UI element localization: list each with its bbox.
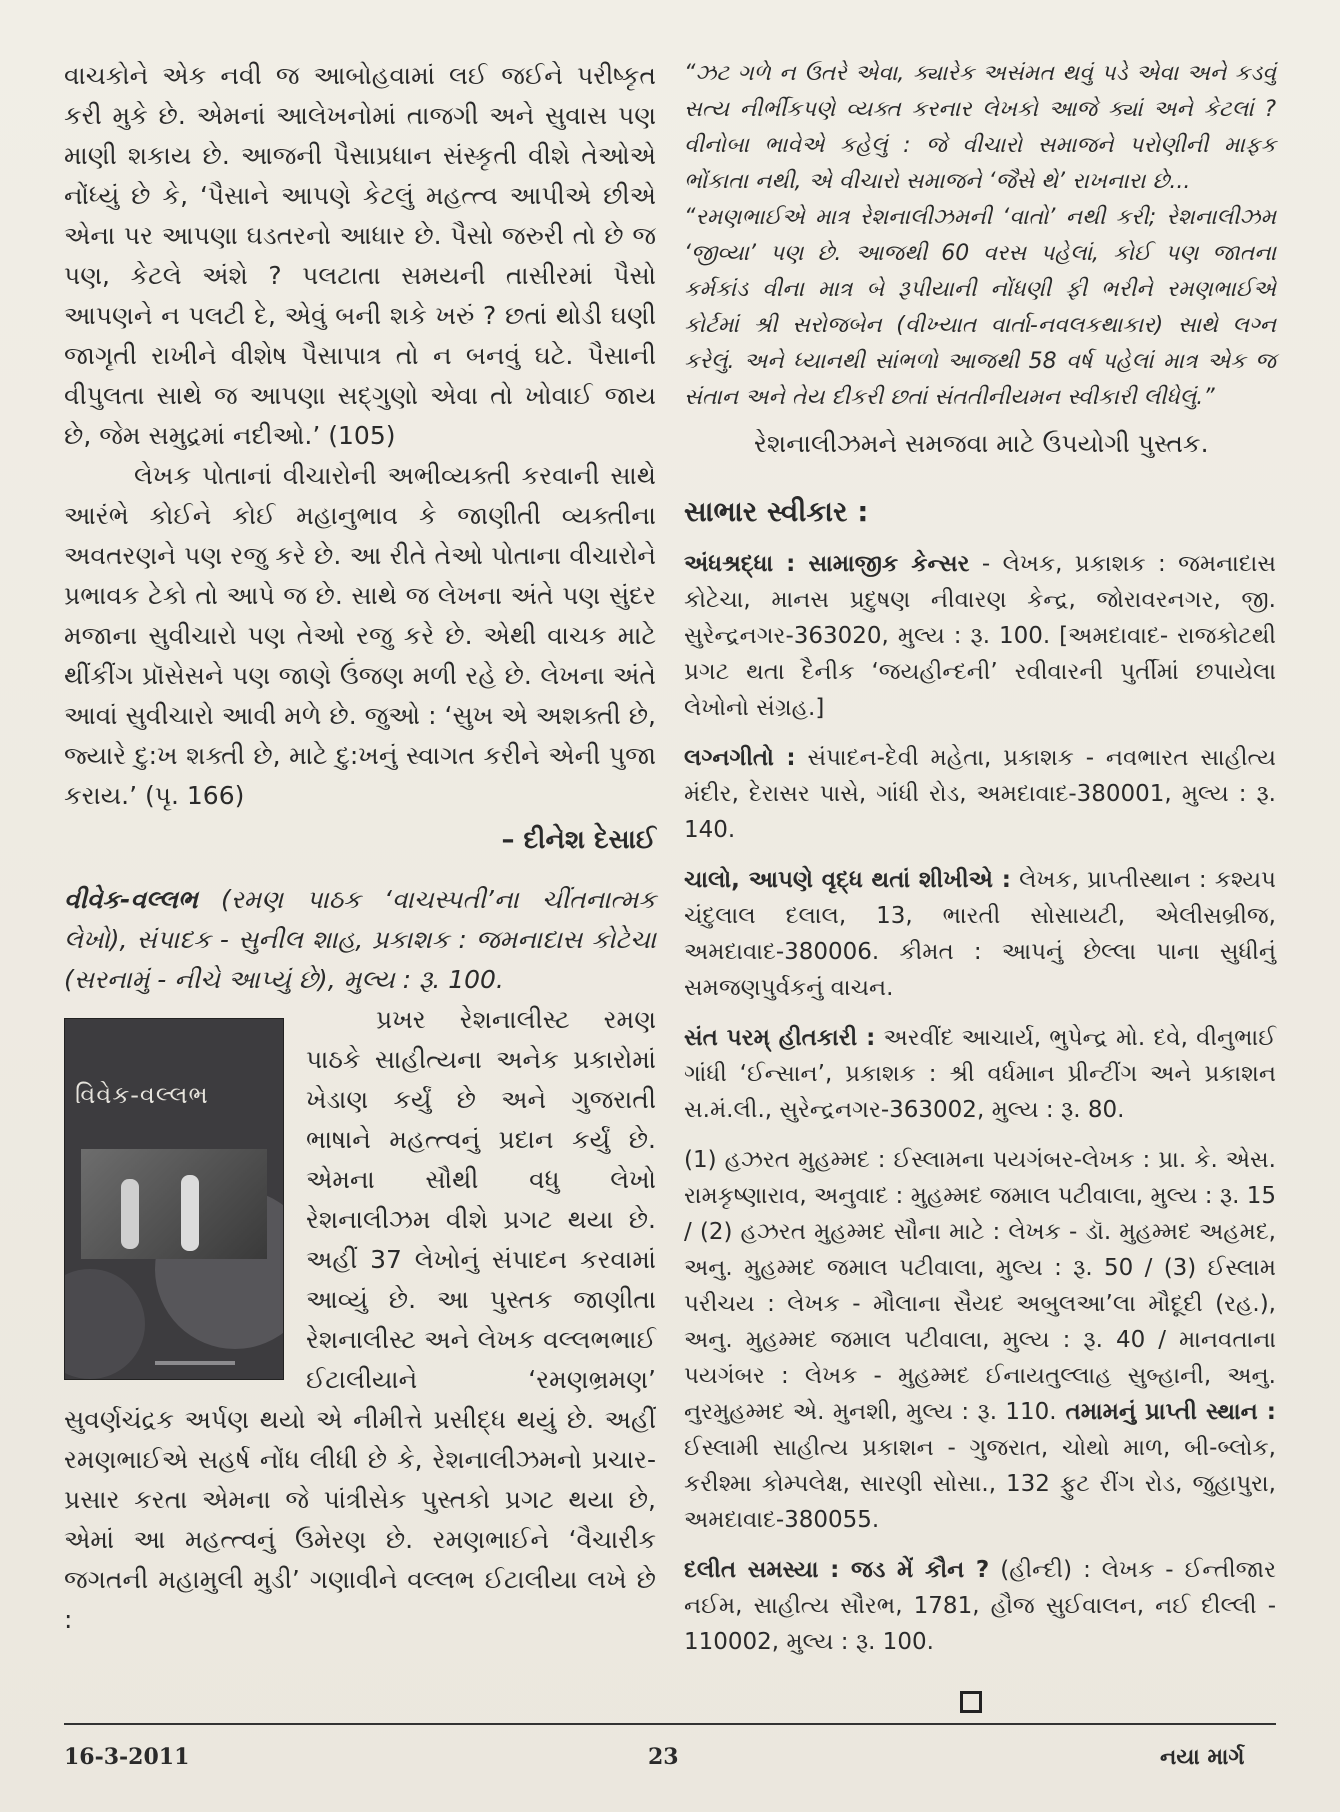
entry-sant-param: સંત પરમ્ હીતકારી : અરવીંદ આચાર્ય, ભુપેન્દ્ર મો. દવે, વીનુભાઈ ગાંધી ‘ઈન્સાન’, પ્રકાશક : શ્રી વર્ધમાન પ્રીન્ટીંગ અને પ્રકાશન સ.મં.લી., સુરેન્દ્રનગર-363002, મુલ્ય : રૂ. 80. (684, 1025, 1276, 1123)
book-cover-title: વિવેક-વલ્લભ (75, 1081, 209, 1109)
entry-dalit-samasya: દલીત સમસ્યા : જડ મેં કૌન ? (હીન્દી) : લેખક - ઈન્તીજાર નઈમ, સાહીત્ય સૌરભ, 1781, હૌજ સુઈવાલન, નઈ દીલ્લી - 110002, મુલ્ય : રૂ. 100. (684, 1557, 1276, 1655)
footer-magazine-name: નયા માર્ગ (1160, 1744, 1245, 1770)
end-of-article-mark (960, 1691, 982, 1713)
review-closing: રેશનાલીઝમને સમજવા માટે ઉપયોગી પુસ્તક. (754, 429, 1209, 458)
right-column (684, 56, 1276, 1674)
section-title-acknowledgement: સાભાર સ્વીકાર : (684, 495, 869, 528)
footer-rule (64, 1723, 1276, 1725)
entry-vruddh: ચાલો, આપણે વૃદ્ધ થતાં શીખીએ : લેખક, પ્રાપ્તીસ્થાન : કશ્યપ ચંદુલાલ દલાલ, 13, ભારતી સોસાયટી, એલીસબ્રીજ, અમદાવાદ-380006. કીમત : આપનું છેલ્લા પાના સુધીનું સમજણપુર્વકનું વાચન. (684, 867, 1276, 1001)
quote-ramanbhai: “રમણભાઈએ માત્ર રેશનાલીઝમની ‘વાતો’ નથી કરી; રેશનાલીઝમ ‘જીવ્યા’ પણ છે. આજથી 60 વરસ પહેલાં, કોઈ પણ જાતના કર્મકાંડ વીના માત્ર બે રૂપીયાની નોંધણી ફી ભરીને રમણભાઈએ કોર્ટમાં શ્રી સરોજબેન (વીખ્યાત વાર્તા-નવલકથાકાર) સાથે લગ્ન કરેલું. અને ધ્યાનથી સાંભળો આજથી 58 વર્ષ પહેલાં માત્ર એક જ સંતાન અને તેય દીકરી છતાં સંતતીનીયમન સ્વીકારી લીધેલું.” (684, 205, 1276, 410)
entry-islam-books: (1) હઝરત મુહમ્મદ : ઈસ્લામના પયગંબર-લેખક : પ્રા. કે. એસ. રામકૃષ્ણારાવ, અનુવાદ : મુહમ્મદ જમાલ પટીવાલા, મુલ્ય : રૂ. 15 / (2) હઝરત મુહમ્મદ સૌના માટે : લેખક - ડૉ. મુહમ્મદ અહમદ, અનુ. મુહમ્મદ જમાલ પટીવાલા, મુલ્ય : રૂ. 50 / (3) ઈસ્લામ પરીચય : લેખક - મૌલાના સૈયદ અબુલઆ’લા મૌદૂદી (રહ.), અનુ. મુહમ્મદ જમાલ પટીવાલા, મુલ્ય : રૂ. 40 / માનવતાના પયગંબર : લેખક - મુહમ્મદ ઈનાયતુલ્લાહ સુબ્હાની, અનુ. નુરમુહમ્મદ એ. મુનશી, મુલ્ય : રૂ. 110. તમામનું પ્રાપ્તી સ્થાન : ઈસ્લામી સાહીત્ય પ્રકાશન - ગુજરાત, ચોથો માળ, બી-બ્લોક, કરીશ્મા કોમ્પલેક્ષ, સારણી સોસા., 132 ફુટ રીંગ રોડ, જુહાપુરા, અમદાવાદ-380055. (684, 1147, 1276, 1533)
footer-page-number: 23 (648, 1744, 679, 1770)
paragraph-author-style: લેખક પોતાનાં વીચારોની અભીવ્યક્તી કરવાની સાથે આરંભે કોઈને કોઈ મહાનુભાવ કે જાણીતી વ્યક્તીના અવતરણને પણ રજુ કરે છે. આ રીતે તેઓ પોતાના વીચારોને પ્રભાવક ટેકો તો આપે જ છે. સાથે જ લેખના અંતે પણ સુંદર મજાના સુવીચારો પણ તેઓ રજુ કરે છે. એથી વાચક માટે થીંકીંગ પ્રૉસેસને પણ જાણે ઉંજણ મળી રહે છે. લેખના અંતે આવાં સુવીચારો આવી મળે છે. જુઓ : ‘સુખ એ અશક્તી છે, જ્યારે દુ:ખ શક્તી છે, માટે દુ:ખનું સ્વાગત કરીને એની પુજા કરાય.’ (પૃ. 166) (64, 461, 656, 810)
review-author: – દીનેશ દેસાઈ (501, 825, 656, 855)
entry-lagnageeto: લગ્નગીતો : સંપાદન-દેવી મહેતા, પ્રકાશક - નવભારત સાહીત્ય મંદીર, દેરાસર પાસે, ગાંધી રોડ, અમદાવાદ-380001, મુલ્ય : રૂ. 140. (684, 745, 1276, 843)
left-column (64, 56, 656, 1640)
book-cover-image (64, 1018, 284, 1380)
paragraph-money-quote: વાચકોને એક નવી જ આબોહવામાં લઈ જઈને પરીષ્કૃત કરી મુકે છે. એમનાં આલેખનોમાં તાજગી અને સુવાસ પણ માણી શકાય છે. આજની પૈસાપ્રધાન સંસ્કૃતી વીશે તેઓએ નોંધ્યું છે કે, ‘પૈસાને આપણે કેટલું મહત્ત્વ આપીએ છીએ એના પર આપણા ઘડતરનો આધાર છે. પૈસો જરુરી તો છે જ પણ, કેટલે અંશે ? પલટાતા સમયની તાસીરમાં પૈસો આપણને ન પલટી દે, એવું બની શકે ખરું ? છતાં થોડી ઘણી જાગૃતી રાખીને વીશેષ પૈસાપાત્ર તો ન બનવું ઘટે. પૈસાની વીપુલતા સાથે જ આપણા સદ્ગુણો એવા તો ખોવાઈ જાય છે, જેમ સમુદ્રમાં નદીઓ.’ (105) (64, 61, 656, 450)
book-review-body (64, 1000, 656, 1640)
quote-vinoba: “ઝટ ગળે ન ઉતરે એવા, ક્યારેક અસંમત થવું પડે એવા અને કડવું સત્ય નીર્ભીકપણે વ્યક્ત કરનાર લેખકો આજે ક્યાં અને કેટલાં ? વીનોબા ભાવેએ કહેલું : જે વીચારો સમાજને પરોણીની માફક ભોંકાતા નથી, એ વીચારો સમાજને ‘જૈસે થે’ રાખનારા છે... (684, 61, 1276, 194)
book-details: (રમણ પાઠક ‘વાચસ્પતી’ના ચીંતનાત્મક લેખો), સંપાદક - સુનીલ શાહ, પ્રકાશક : જમનાદાસ કોટેચા (સરનામું - નીચે આપ્યું છે), મુલ્ય : રૂ. 100. (64, 885, 656, 994)
book-heading (64, 880, 656, 1000)
book-cover-photo (81, 1149, 267, 1259)
book-title: વીવેક-વલ્લભ (64, 885, 198, 914)
footer-date: 16-3-2011 (64, 1744, 190, 1770)
paragraph-ramanbhai: પ્રખર રેશનાલીસ્ટ રમણ પાઠકે સાહીત્યના અનેક પ્રકારોમાં ખેડાણ કર્યું છે અને ગુજરાતી ભાષાને મહત્ત્વનું પ્રદાન કર્યું છે. એમના સૌથી વધુ લેખો રેશનાલીઝમ વીશે પ્રગટ થયા છે. અહીં 37 લેખોનું સંપાદન કરવામાં આવ્યું છે. આ પુસ્તક જાણીતા રેશનાલીસ્ટ અને લેખક વલ્લભભાઈ ઈટાલીયાને ‘રમણભ્રમણ’ સુવર્ણચંદ્રક અર્પણ થયો એ નીમીત્તે પ્રસીદ્ધ થયું છે. અહીં રમણભાઈએ સહર્ષ નોંધ લીધી છે કે, રેશનાલીઝમનો પ્રચાર-પ્રસાર કરતા એમના જે પાંત્રીસેક પુસ્તકો પ્રગટ થયા છે, એમાં આ મહત્ત્વનું ઉમેરણ છે. રમણભાઈને ‘વૈચારીક જગતની મહામુલી મુડી’ ગણાવીને વલ્લભ ઈટાલીયા લખે છે : (64, 1005, 656, 1634)
entry-andhashraddha: અંધશ્રદ્ધા : સામાજીક કેન્સર - લેખક, પ્રકાશક : જમનાદાસ કોટેચા, માનસ પ્રદુષણ નીવારણ કેન્દ્ર, જોરાવરનગર, જી. સુરેન્દ્રનગર-363020, મુલ્ય : રૂ. 100. [અમદાવાદ- રાજકોટથી પ્રગટ થતા દૈનીક ‘જયહીન્દની’ રવીવારની પુર્તીમાં છપાયેલા લેખોનો સંગ્રહ.] (684, 551, 1276, 721)
